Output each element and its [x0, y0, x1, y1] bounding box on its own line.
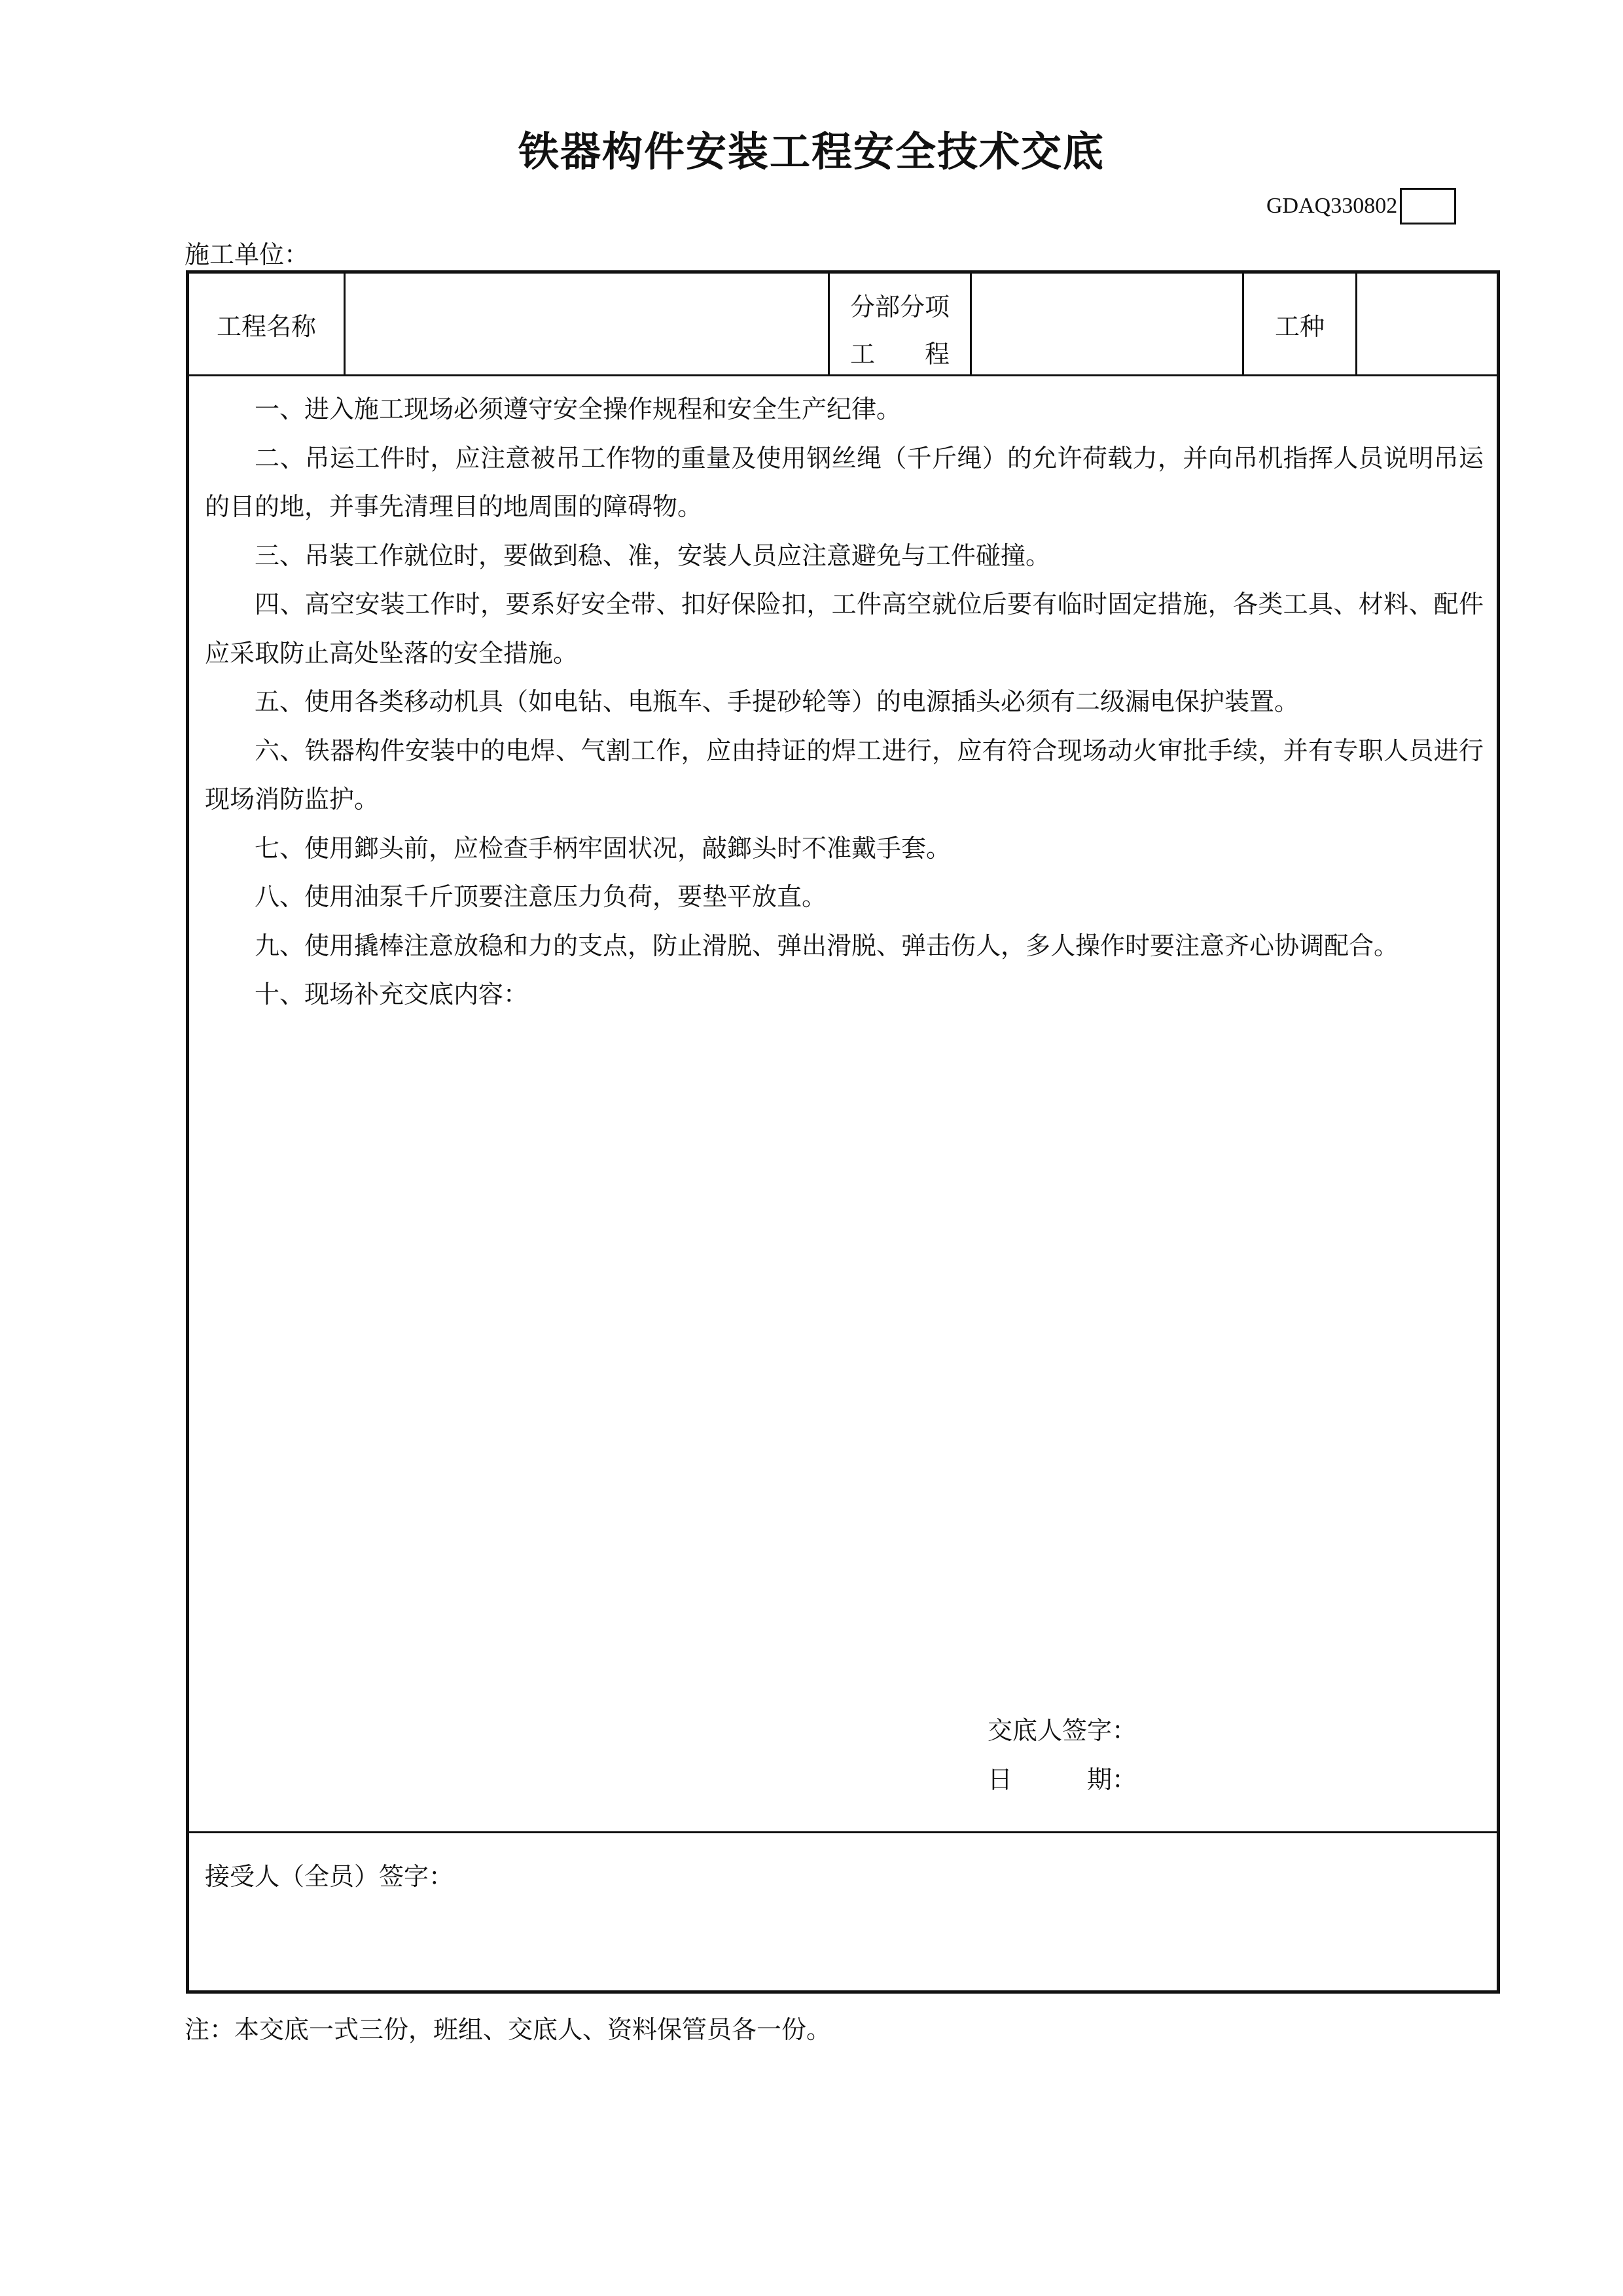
trade-field[interactable]: [1357, 274, 1497, 374]
disclosure-content: [205, 385, 1484, 1019]
content-paragraph: 四、高空安装工作时，要系好安全带、扣好保险扣，工件高空就位后要有临时固定措施，各类工具、材料、配件应采取防止高处坠落的安全措施。: [205, 590, 1484, 668]
subdivision-label-line1: 分部分项: [849, 293, 950, 321]
footer-note: 注：本交底一式三份，班组、交底人、资料保管员各一份。: [185, 2015, 832, 2044]
subdivision-label-line2: 工 程: [849, 340, 950, 368]
content-paragraph: 六、铁器构件安装中的电焊、气割工作，应由持证的焊工进行，应有符合现场动火审批手续，并有专职人员进行现场消防监护。: [205, 736, 1484, 814]
receiver-signature-label: 接受人（全员）签字：: [205, 1862, 454, 1891]
document-code-box[interactable]: [1400, 188, 1456, 224]
subdivision-field[interactable]: [972, 274, 1242, 374]
project-name-field[interactable]: [346, 274, 828, 374]
document-title: 铁器构件安装工程安全技术交底: [518, 128, 1105, 175]
project-name-label: 工程名称: [216, 312, 316, 341]
disclosure-table: [186, 270, 1500, 1994]
discloser-signature-label: 交底人签字：: [988, 1716, 1137, 1745]
document-code: [1266, 187, 1456, 226]
content-paragraph: 二、吊运工件时，应注意被吊工作物的重量及使用钢丝绳（千斤绳）的允许荷载力，并向吊机指挥人员说明吊运的目的地，并事先清理目的地周围的障碍物。: [205, 443, 1484, 521]
content-paragraph: 七、使用鎯头前，应检查手柄牢固状况，敲鎯头时不准戴手套。: [255, 833, 952, 863]
disclosure-date-label: 日 期：: [988, 1765, 1137, 1794]
construction-unit-label: 施工单位：: [185, 240, 310, 269]
divider: [189, 1831, 1497, 1833]
content-paragraph: 八、使用油泵千斤顶要注意压力负荷，要垫平放直。: [255, 882, 827, 911]
document-code-text: GDAQ330802: [1266, 194, 1398, 218]
content-paragraph: 一、进入施工现场必须遵守安全操作规程和安全生产纪律。: [255, 395, 902, 423]
content-paragraph: 九、使用撬棒注意放稳和力的支点，防止滑脱、弹出滑脱、弹击伤人，多人操作时要注意齐心协调配合。: [255, 931, 1399, 960]
content-paragraph: 三、吊装工作就位时，要做到稳、准，安装人员应注意避免与工件碰撞。: [255, 541, 1051, 570]
trade-label: 工种: [1274, 312, 1325, 341]
content-paragraph: 五、使用各类移动机具（如电钻、电瓶车、手提砂轮等）的电源插头必须有二级漏电保护装置。: [255, 687, 1300, 716]
divider: [189, 374, 1497, 376]
content-paragraph: 十、现场补充交底内容：: [255, 980, 529, 1009]
